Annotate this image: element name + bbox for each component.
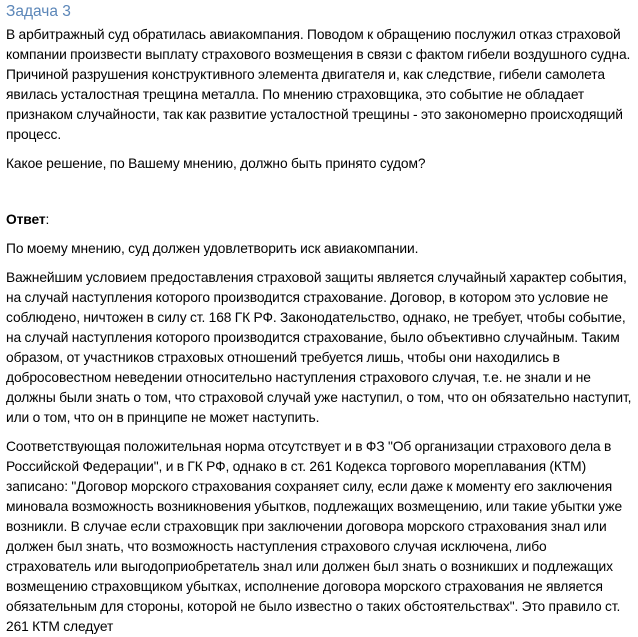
task-title: Задача 3 [6,3,71,20]
question-text: Какое решение, по Вашему мнению, должно быть принято судом? [6,156,426,171]
norm-paragraph: Соответствующая положительная норма отсутствует и в ФЗ "Об организации страхового дела в Российской Федерации", и в ГК РФ, однако в ст. 261 Кодекса торгового мореплавания (КТМ) записано: "Договор морского страхования сохраняет силу, если даже к моменту его заключения миновала возможность возникновения убытков, подлежащих возмещению, или такие убытки уже возникли. В случае если страховщик при заключении договора морского страхования знал или должен был знать, что возможность наступления страхового случая исключена, либо страхователь или выгодоприобретатель знал или должен был знать о возникших и подлежащих возмещению страховщиком убытках, исполнение договора морского страхования не является обязательным для стороны, которой не было известно о таких обстоятельствах". Это правило ст. 261 КТМ следует [6,439,623,634]
answer-heading [6,210,634,230]
main-paragraph: Важнейшим условием предоставления страховой защиты является случайный характер события, на случай наступления которого производится страхование. Договор, в котором это условие не соблюдено, ничтожен в силу ст. 168 ГК РФ. Законодательство, однако, не требует, чтобы событие, на случай наступления которого производится страхование, было объективно случайным. Таким образом, от участников страховых отношений требуется лишь, чтобы они находились в добросовестном неведении относительно наступления страхового случая, т.е. не знали и не должны были знать о том, что страховой случай уже наступил, о том, что он обязательно наступит, или о том, что он в принципе не может наступить. [6,270,632,425]
document-page [6,0,634,637]
opinion-text: По моему мнению, суд должен удовлетворить иск авиакомпании. [6,241,419,256]
answer-colon: : [45,212,50,227]
problem-text: В арбитражный суд обратилась авиакомпания. Поводом к обращению послужил отказ страховой компании произвести выплату страхового возмещения в связи с фактом гибели воздушного судна. Причиной разрушения конструктивного элемента двигателя и, как следствие, гибели самолета явилась усталостная трещина металла. По мнению страховщика, это событие не обладает признаком случайности, так как развитие усталостной трещины - это закономерно происходящий процесс. [6,27,631,142]
answer-label: Ответ [6,212,46,227]
